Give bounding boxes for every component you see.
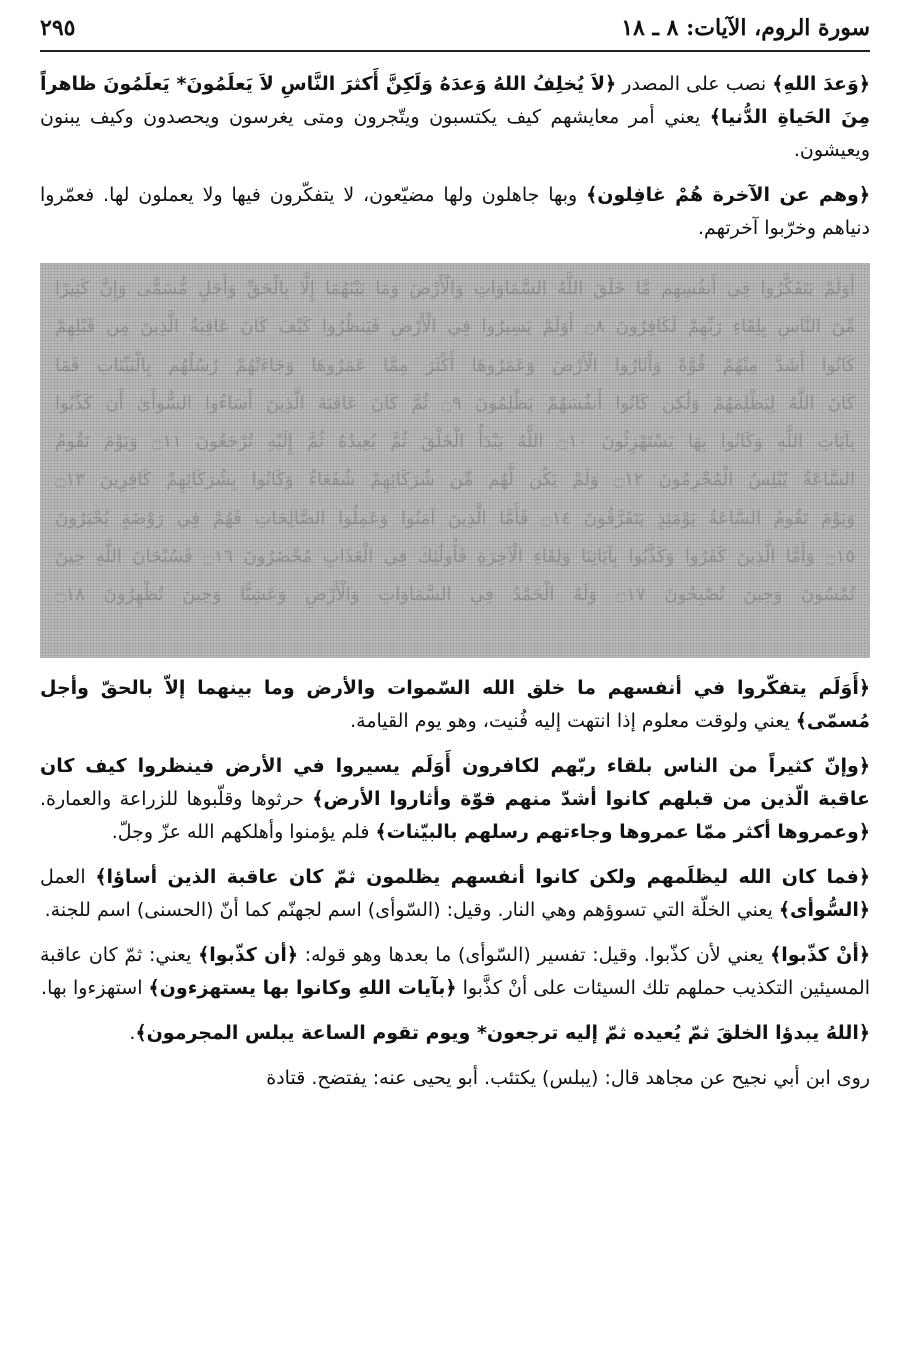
- commentary-text: نصب على المصدر: [616, 73, 773, 95]
- mushaf-line: وَيَوْمَ تَقُومُ السَّاعَةُ يَوْمَئِذٍ يَتَفَرَّقُونَ ۝١٤ فَأَمَّا الَّذِينَ آمَنُوا وَعَمِلُوا الصَّالِحَاتِ فَهُمْ فِي رَوْضَةٍ يُحْبَرُونَ: [55, 507, 855, 529]
- commentary-text: روى ابن أبي نجيح عن مجاهد قال: (يبلس) يكتئب. أبو يحيى عنه: يفتضح. قتادة: [266, 1067, 870, 1089]
- quran-quote: ﴿اللهُ يبدؤا الخلقَ ثمّ يُعيده ثمّ إليه ترجعون* ويوم تقوم الساعة يبلس المجرمون﴾: [135, 1022, 870, 1044]
- commentary-text: .: [129, 1022, 136, 1044]
- intro-commentary: [40, 68, 870, 245]
- verse-commentary: [40, 672, 870, 1095]
- quran-quote: ﴿لاَ يُخلِفُ اللهُ وَعدَهُ وَلَكِنَّ أَكثرَ النَّاسِ لاَ يَعلَمُونَ* يَعلَمُونَ ظاهراً مِنَ الحَياةِ الدُّنيا﴾: [40, 73, 870, 128]
- commentary-paragraph: [40, 68, 870, 167]
- commentary-paragraph: [40, 1062, 870, 1095]
- page-number: ٢٩٥: [40, 15, 76, 41]
- quran-quote: ﴿أن كذّبوا﴾: [198, 944, 298, 966]
- commentary-text: يعني لأن كذّبوا. وقيل: تفسير (السّوأى) ما بعدها وهو قوله:: [297, 944, 771, 966]
- mushaf-line: كَانُوا أَشَدَّ مِنْهُمْ قُوَّةً وَأَثَارُوا الْأَرْضَ وَعَمَرُوهَا أَكْثَرَ مِمَّا عَمَرُوهَا وَجَاءَتْهُمْ رُسُلُهُم بِالْبَيِّنَاتِ فَمَا: [55, 354, 855, 376]
- mushaf-line: تُمْسُونَ وَحِينَ تُصْبِحُونَ ۝١٧ وَلَهُ الْحَمْدُ فِي السَّمَاوَاتِ وَالْأَرْضِ وَعَشِيًّا وَحِينَ تُظْهِرُونَ ۝١٨: [55, 584, 855, 606]
- page-body: [40, 68, 870, 1358]
- quran-quote: ﴿أنْ كذّبوا﴾: [770, 944, 870, 966]
- quran-quote: ﴿وإنّ كثيراً من الناس بلقاء ربّهم لكافرون أَوَلَم يسيروا في الأرض فينظروا كيف كان عاقبة الّذين من قبلهم كانوا أشدّ منهم قوّة وأثاروا الأرض﴾: [40, 755, 870, 810]
- quran-quote: ﴿وَعدَ اللهِ﴾: [772, 73, 870, 95]
- commentary-text: يعني: ثمّ كان عاقبة المسيئين التكذيب حملهم تلك السيئات على أنْ كذَّبوا: [40, 944, 870, 999]
- mushaf-line: السَّاعَةُ يُبْلِسُ الْمُجْرِمُونَ ۝١٢ وَلَمْ يَكُن لَّهُم مِّن شُرَكَائِهِمْ شُفَعَاءُ وَكَانُوا بِشُرَكَائِهِمْ كَافِرِينَ ۝١٣: [55, 469, 855, 491]
- commentary-text: فلم يؤمنوا وأهلكهم الله عزّ وجلّ.: [111, 821, 376, 843]
- commentary-paragraph: [40, 1017, 870, 1050]
- commentary-paragraph: [40, 179, 870, 245]
- commentary-text: العمل: [40, 866, 96, 888]
- quran-quote: ﴿وعمروها أكثر ممّا عمروها وجاءتهم رسلهم بالبيّنات﴾: [375, 821, 870, 843]
- quran-quote: ﴿أَوَلَم يتفكّروا في أنفسهم ما خلق الله السّموات والأرض وما بينهما إلاّ بالحقّ وأجل مُسمّى﴾: [40, 677, 870, 732]
- quran-quote: ﴿فما كان الله ليظلَمهم ولكن كانوا أنفسهم يظلمون ثمّ كان عاقبة الذين أساؤا﴾: [95, 866, 870, 888]
- mushaf-line: ۝١٥ وَأَمَّا الَّذِينَ كَفَرُوا وَكَذَّبُوا بِآيَاتِنَا وَلِقَاءِ الْآخِرَةِ فَأُولَٰئِكَ فِي الْعَذَابِ مُحْضَرُونَ ۝١٦ فَسُبْحَانَ اللَّهِ حِينَ: [55, 546, 855, 568]
- commentary-text: يعني أمر معايشهم كيف يكتسبون ويتّجرون ومتى يغرسون ويحصدون وكيف يبنون ويعيشون.: [40, 106, 870, 161]
- quran-quote: ﴿السُّوأى﴾: [778, 899, 870, 921]
- commentary-paragraph: [40, 750, 870, 849]
- commentary-paragraph: [40, 672, 870, 738]
- commentary-text: حرثوها وقلّبوها للزراعة والعمارة.: [40, 788, 313, 810]
- mushaf-line: أَوَلَمْ يَتَفَكَّرُوا فِي أَنفُسِهِم مَّا خَلَقَ اللَّهُ السَّمَاوَاتِ وَالْأَرْضَ وَمَا بَيْنَهُمَا إِلَّا بِالْحَقِّ وَأَجَلٍ مُّسَمًّى وَإِنَّ كَثِيرًا: [55, 278, 855, 299]
- commentary-paragraph: [40, 861, 870, 927]
- commentary-paragraph: [40, 939, 870, 1005]
- commentary-text: استهزءوا بها.: [41, 977, 149, 999]
- surah-reference: سورة الروم، الآيات: ٨ ـ ١٨: [621, 15, 870, 41]
- commentary-text: يعني الخلّة التي تسوؤهم وهي النار. وقيل: (السّوأى) اسم لجهنّم كما أنّ (الحسنى) اسم للجنة.: [44, 899, 779, 921]
- quran-quote: ﴿بآيات اللهِ وكانوا بها يستهزءون﴾: [148, 977, 457, 999]
- mushaf-verse-block: [40, 263, 870, 658]
- commentary-text: وبها جاهلون ولها مضيّعون، لا يتفكّرون فيها ولا يعملون لها. فعمّروا دنياهم وخرّبوا آخرتهم.: [40, 184, 870, 239]
- header-rule: [40, 50, 870, 52]
- commentary-text: يعني ولوقت معلوم إذا انتهت إليه فُنيت، وهو يوم القيامة.: [350, 710, 796, 732]
- running-header: [40, 8, 870, 48]
- mushaf-line: مِّنَ النَّاسِ بِلِقَاءِ رَبِّهِمْ لَكَافِرُونَ ۝٨ أَوَلَمْ يَسِيرُوا فِي الْأَرْضِ فَيَنظُرُوا كَيْفَ كَانَ عَاقِبَةُ الَّذِينَ مِن قَبْلِهِمْ: [55, 316, 855, 338]
- quran-quote: ﴿وهم عن الآخرة هُمْ غافِلون﴾: [586, 184, 871, 206]
- mushaf-line: بِآيَاتِ اللَّهِ وَكَانُوا بِهَا يَسْتَهْزِئُونَ ۝١٠ اللَّهُ يَبْدَأُ الْخَلْقَ ثُمَّ يُعِيدُهُ ثُمَّ إِلَيْهِ تُرْجَعُونَ ۝١١ وَيَوْمَ تَقُومُ: [55, 431, 855, 453]
- mushaf-line: كَانَ اللَّهُ لِيَظْلِمَهُمْ وَلَٰكِن كَانُوا أَنفُسَهُمْ يَظْلِمُونَ ۝٩ ثُمَّ كَانَ عَاقِبَةَ الَّذِينَ أَسَاءُوا السُّوأَىٰ أَن كَذَّبُوا: [55, 392, 855, 414]
